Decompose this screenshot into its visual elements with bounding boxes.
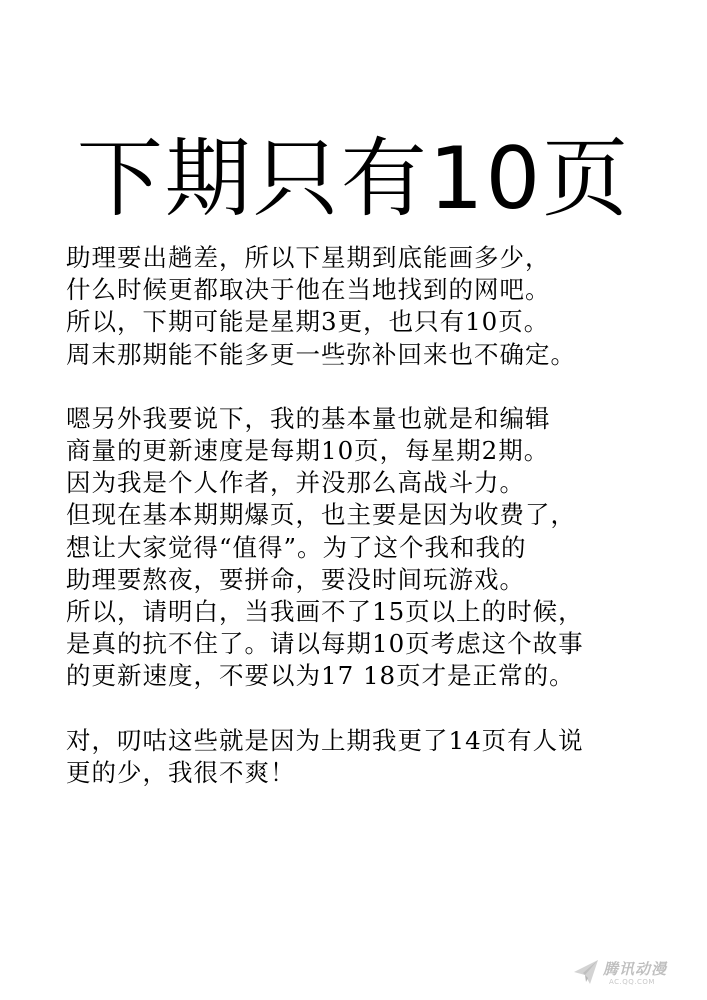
text-line: 想让大家觉得“值得”。为了这个我和我的 (66, 532, 527, 562)
tencent-comic-watermark (573, 956, 693, 990)
text-line: 助理要熬夜，要拼命，要没时间玩游戏。 (66, 564, 525, 594)
watermark-url: AC.QQ.COM (609, 978, 655, 986)
text-line: 周末那期能不能多更一些弥补回来也不确定。 (66, 339, 576, 369)
paragraph-2 (66, 403, 676, 693)
text-line: 助理要出趟差，所以下星期到底能画多少， (66, 243, 551, 272)
page-title: 下期只有10页 (76, 128, 631, 229)
text-line: 对，叨咕这些就是因为上期我更了14页有人说 (66, 725, 584, 755)
text-line: 因为我是个人作者，并没那么高战斗力。 (66, 468, 525, 498)
text-line: 所以，下期可能是星期3更，也只有10页。 (66, 307, 550, 337)
text-line: 的更新速度，不要以为17 18页才是正常的。 (66, 661, 575, 691)
text-line: 嗯另外我要说下，我的基本量也就是和编辑 (66, 403, 551, 433)
notice-body (66, 242, 676, 789)
text-line: 所以，请明白，当我画不了15页以上的时候， (66, 597, 584, 627)
text-line: 什么时候更都取决于他在当地找到的网吧。 (66, 275, 551, 305)
text-line: 但现在基本期期爆页，也主要是因为收费了， (66, 500, 576, 530)
text-line: 商量的更新速度是每期10页，每星期2期。 (66, 436, 550, 466)
watermark-brand: 腾讯动漫 (603, 960, 668, 978)
paragraph-3 (66, 725, 676, 789)
text-line: 是真的抗不住了。请以每期10页考虑这个故事 (66, 629, 584, 659)
text-line: 更的少，我很不爽！ (66, 757, 296, 787)
paragraph-1 (66, 242, 676, 371)
paper-plane-icon (573, 958, 599, 986)
